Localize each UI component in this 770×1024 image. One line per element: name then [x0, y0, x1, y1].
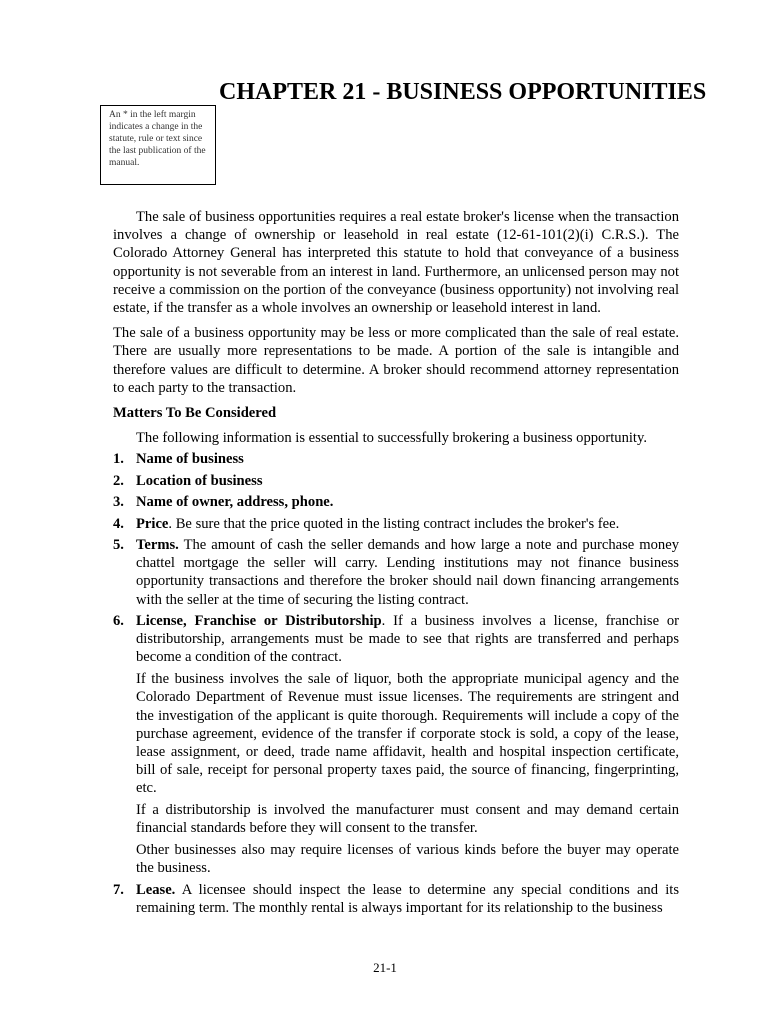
page-title: CHAPTER 21 - BUSINESS OPPORTUNITIES: [219, 79, 707, 105]
item-text: A licensee should inspect the lease to determine any special conditions and its remaining term. The monthly rental is always important for its relationship to the business: [136, 881, 679, 916]
list-item: [113, 493, 679, 511]
section-heading: Matters To Be Considered: [113, 405, 277, 422]
document-body: [113, 208, 679, 920]
list-item: [113, 881, 679, 917]
sub-paragraph: If a distributorship is involved the manufacturer must consent and may demand certain financial standards before they will consent to the transfer.: [136, 802, 679, 837]
intro-paragraph: The sale of business opportunities requires a real estate broker's license when the transaction involves a change of ownership or leasehold in real estate (12-61-101(2)(i) C.R.S.). The Colorado Attorney General has interpreted this statute to hold that conveyance of a business opportunity is not severable from an interest in land. Furthermore, an unlicensed person may not receive a commission on the portion of the conveyance (business opportunity) not involving real estate, if the transfer as a whole involves an ownership or leasehold interest in land.: [113, 209, 679, 317]
item-number: 7.: [113, 881, 124, 898]
section-intro: The following information is essential to successfully brokering a business opportunity.: [136, 430, 647, 447]
intro-paragraph: The sale of a business opportunity may be less or more complicated than the sale of real estate. There are usually more representations to be made. A portion of the sale is intangible and therefore values are difficult to determine. A broker should recommend attorney representation to each party to the transaction.: [113, 325, 679, 396]
item-term: License, Franchise or Distributorship: [136, 613, 382, 629]
list-item: [113, 472, 679, 490]
item-number: 4.: [113, 515, 124, 532]
item-number: 1.: [113, 451, 124, 468]
item-number: 6.: [113, 613, 124, 629]
list-item: [113, 515, 679, 533]
sub-paragraph: If the business involves the sale of liquor, both the appropriate municipal agency and the Colorado Department of Revenue must issue licenses. The requirements are stringent and the investigation of the applicant is quite thorough. Requirements will include a copy of the purchase agreement, evidence of the transfer if corporate stock is sold, a copy of the lease, lease assignment, or deed, trade name affidavit, health and hospital inspection certificate, bill of sale, receipt for personal property taxes paid, the source of financing, fingerprinting, etc.: [136, 671, 679, 797]
item-number: 2.: [113, 472, 124, 489]
item-text: . Be sure that the price quoted in the listing contract includes the broker's fee.: [168, 515, 620, 532]
list-item: [113, 612, 679, 877]
item-term: Lease.: [136, 881, 176, 898]
item-number: 5.: [113, 537, 124, 553]
list-item: [113, 536, 679, 609]
item-term: Terms.: [136, 537, 179, 553]
considerations-list: [113, 450, 679, 917]
item-term: Name of business: [136, 451, 244, 468]
item-text: The amount of cash the seller demands and how large a note and purchase money chattel mortgage the seller will carry. Lending institutions may not finance business opportunity transactions and therefore the broker should nail down financing arrangements with the seller at the time of securing the listing contract.: [136, 537, 679, 608]
item-term: Name of owner, address, phone.: [136, 494, 334, 511]
item-term: Price: [136, 515, 169, 532]
item-text: . If a business involves a license, franchise or distributorship, arrangements must be made to see that rights are transferred and perhaps become a condition of the contract.: [136, 613, 679, 666]
sub-paragraph: Other businesses also may require licenses of various kinds before the buyer may operate the business.: [136, 841, 679, 877]
item-term: Location of business: [136, 472, 263, 489]
item-number: 3.: [113, 494, 124, 511]
page-number: 21-1: [373, 960, 397, 975]
list-item: [113, 450, 679, 468]
margin-note: An * in the left margin indicates a change in the statute, rule or text since the last publication of the manual.: [100, 105, 216, 185]
